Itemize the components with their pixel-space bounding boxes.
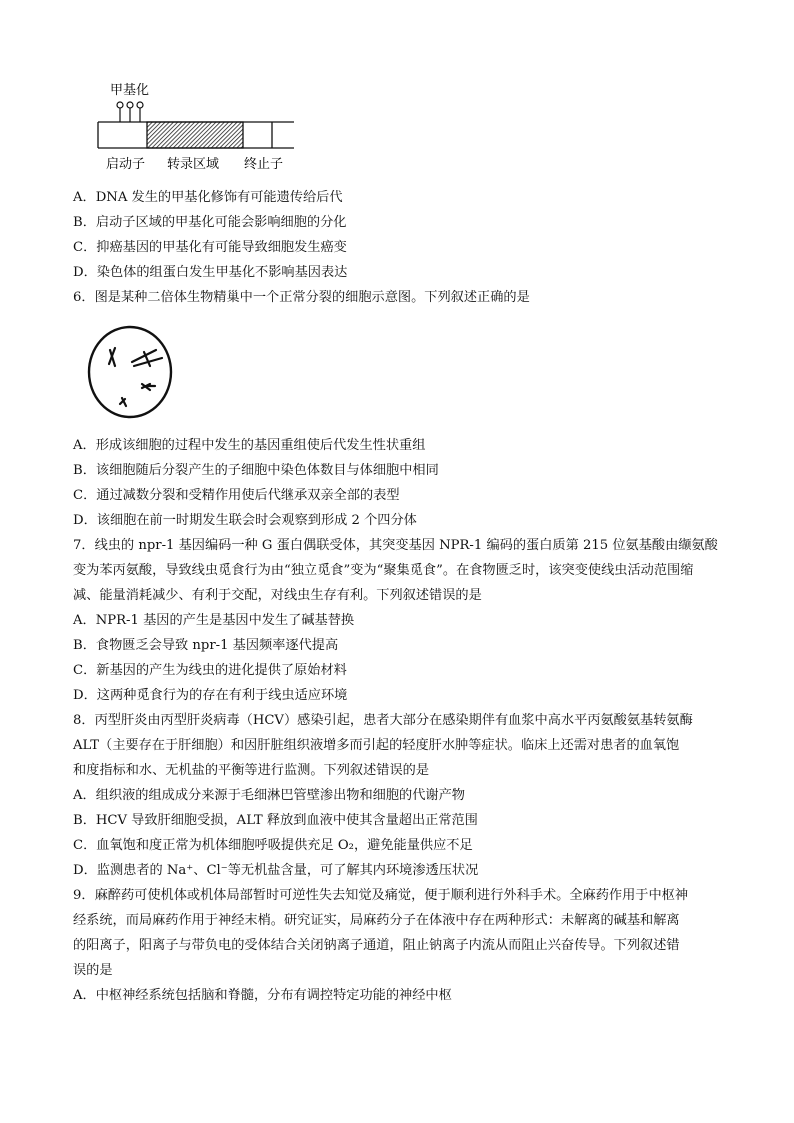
q7-option-d: D．这两种觅食行为的存在有利于线虫适应环境 xyxy=(73,688,348,703)
transcription-region-box xyxy=(147,122,243,148)
chromosomes xyxy=(109,348,162,406)
q9-stem-line-4: 误的是 xyxy=(73,963,113,978)
q9-option-a: A．中枢神经系统包括脑和脊髓，分布有调控特定功能的神经中枢 xyxy=(73,988,452,1003)
q6-option-d: D．该细胞在前一时期发生联会时会观察到形成 2 个四分体 xyxy=(73,513,417,528)
q8-option-c: C．血氧饱和度正常为机体细胞呼吸提供充足 O₂，避免能量供应不足 xyxy=(73,838,473,853)
q8-stem-line-2: ALT（主要存在于肝细胞）和因肝脏组织液增多而引起的轻度肝水肿等症状。临床上还需对患者的血氧饱 xyxy=(73,738,680,753)
q5-option-d: D．染色体的组蛋白发生甲基化不影响基因表达 xyxy=(73,265,348,280)
cell-diagram xyxy=(84,322,176,422)
methylation-label: 甲基化 xyxy=(110,83,150,98)
promoter-label: 启动子 xyxy=(106,157,146,172)
q9-stem-line-2: 经系统，而局麻药作用于神经末梢。研究证实，局麻药分子在体液中存在两种形式：未解离的碱基和解离 xyxy=(73,913,680,928)
q8-option-d: D．监测患者的 Na⁺、Cl⁻等无机盐含量，可了解其内环境渗透压状况 xyxy=(73,863,479,878)
methyl-group-markers xyxy=(117,102,143,122)
q5-option-a: A．DNA 发生的甲基化修饰有可能遗传给后代 xyxy=(73,190,343,205)
q9-stem-line-1: 9．麻醉药可使机体或机体局部暂时可逆性失去知觉及痛觉，便于顺利进行外科手术。全麻药作用于中枢神 xyxy=(73,888,689,903)
q8-stem-line-1: 8．丙型肝炎由丙型肝炎病毒（HCV）感染引起，患者大部分在感染期伴有血浆中高水平丙氨酸氨基转氨酶 xyxy=(73,713,693,728)
gene-methylation-figure xyxy=(92,80,312,175)
q7-option-b: B．食物匮乏会导致 npr-1 基因频率逐代提高 xyxy=(73,638,339,653)
q7-option-c: C．新基因的产生为线虫的进化提供了原始材料 xyxy=(73,663,347,678)
q7-option-a: A．NPR-1 基因的产生是基因中发生了碱基替换 xyxy=(73,613,355,628)
gene-structure-diagram xyxy=(92,80,312,175)
cell-membrane xyxy=(89,327,171,417)
q6-option-b: B．该细胞随后分裂产生的子细胞中染色体数目与体细胞中相同 xyxy=(73,463,439,478)
q8-option-b: B．HCV 导致肝细胞受损，ALT 释放到血液中使其含量超出正常范围 xyxy=(73,813,478,828)
cell-division-figure xyxy=(84,322,176,422)
q8-stem-line-3: 和度指标和水、无机盐的平衡等进行监测。下列叙述错误的是 xyxy=(73,763,430,778)
q5-option-b: B．启动子区域的甲基化可能会影响细胞的分化 xyxy=(73,215,347,230)
q9-stem-line-3: 的阳离子，阳离子与带负电的受体结合关闭钠离子通道，阻止钠离子内流从而阻止兴奋传导。下列叙述错 xyxy=(73,938,680,953)
terminator-label: 终止子 xyxy=(244,157,284,172)
q6-option-c: C．通过减数分裂和受精作用使后代继承双亲全部的表型 xyxy=(73,488,400,503)
q6-stem: 6．图是某种二倍体生物精巢中一个正常分裂的细胞示意图。下列叙述正确的是 xyxy=(73,290,530,305)
q8-option-a: A．组织液的组成成分来源于毛细淋巴管壁渗出物和细胞的代谢产物 xyxy=(73,788,465,803)
transcription-region-label: 转录区域 xyxy=(167,157,220,172)
q5-option-c: C．抑癌基因的甲基化有可能导致细胞发生癌变 xyxy=(73,240,347,255)
q6-option-a: A．形成该细胞的过程中发生的基因重组使后代发生性状重组 xyxy=(73,438,426,453)
q7-stem-line-1: 7．线虫的 npr-1 基因编码一种 G 蛋白偶联受体，其突变基因 NPR-1 编码的蛋白质第 215 位氨基酸由缬氨酸 xyxy=(73,538,718,553)
q7-stem-line-3: 减、能量消耗减少、有利于交配，对线虫生存有利。下列叙述错误的是 xyxy=(73,588,482,603)
q7-stem-line-2: 变为苯丙氨酸，导致线虫觅食行为由“独立觅食”变为“聚集觅食”。在食物匮乏时，该突变使线虫活动范围缩 xyxy=(73,563,694,578)
